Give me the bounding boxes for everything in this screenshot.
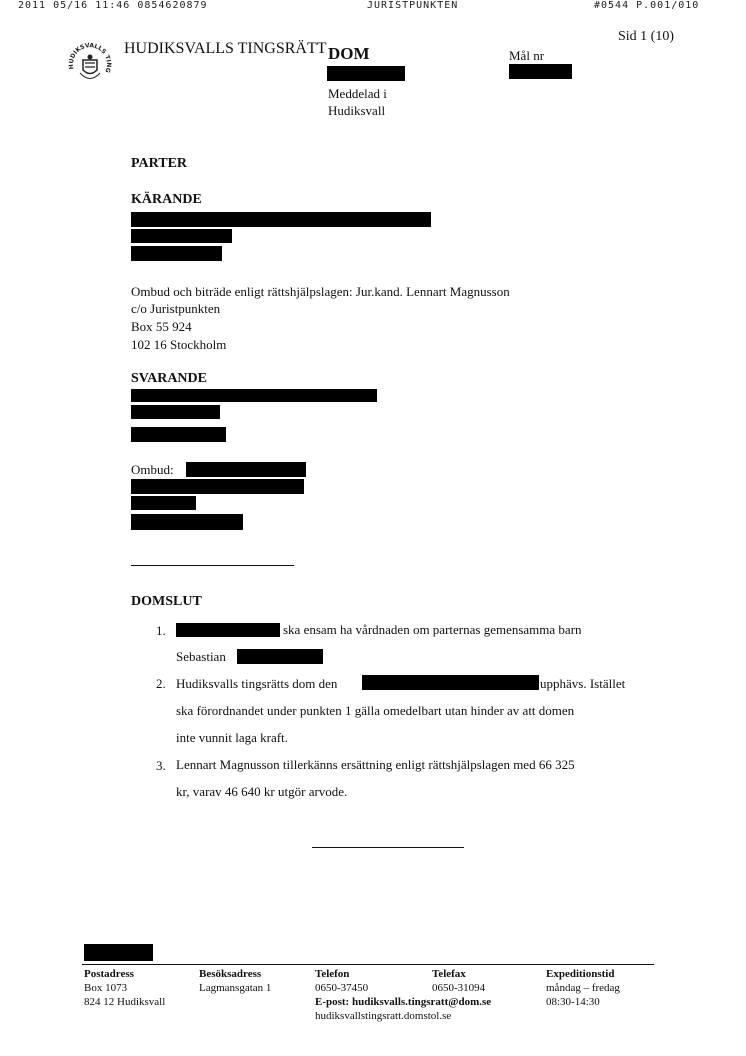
plaintiff-counsel-line-2: c/o Juristpunkten: [131, 301, 221, 316]
redaction-defendant-name: [131, 389, 377, 402]
redaction-defendant-counsel-box: [131, 496, 196, 510]
redaction-item-1-party: [176, 623, 280, 637]
judgment-item-1-line-1: ska ensam ha vårdnaden om parternas gemensamma barn: [283, 622, 582, 637]
footer-postadress-line-1: Box 1073: [84, 982, 128, 994]
seal-text: HUDIKSVALLS TING: [67, 42, 113, 74]
footer-telefon-label: Telefon: [315, 968, 350, 980]
court-seal-logo: [66, 40, 114, 88]
fax-sender: JURISTPUNKTEN: [367, 0, 459, 11]
judgment-heading: DOMSLUT: [131, 594, 202, 609]
court-name: HUDIKSVALLS TINGSRÄTT: [124, 40, 327, 57]
fax-page-ref: #0544 P.001/010: [594, 0, 700, 11]
judgment-item-2-line-2: ska förordnandet under punkten 1 gälla omedelbart utan hinder av att domen: [176, 703, 575, 718]
meddelad-line-2: Hudiksvall: [328, 103, 386, 118]
footer-postadress-label: Postadress: [84, 968, 134, 980]
judgment-item-1-number: 1.: [156, 623, 166, 638]
page-indicator: Sid 1 (10): [618, 29, 674, 44]
footer-telefax-label: Telefax: [432, 968, 466, 980]
judgment-item-3-number: 3.: [156, 758, 166, 773]
defendant-heading: SVARANDE: [131, 371, 207, 386]
footer-postadress-line-2: 824 12 Hudiksvall: [84, 996, 166, 1008]
plaintiff-counsel-line-3: Box 55 924: [131, 319, 192, 334]
case-number-label: Mål nr: [509, 48, 545, 63]
fax-datetime: 2011 05/16 11:46 0854620879: [18, 0, 208, 11]
judgment-item-2-line-3: inte vunnit laga kraft.: [176, 730, 288, 745]
judgment-item-3-line-2: kr, varav 46 640 kr utgör arvode.: [176, 784, 348, 799]
judgment-item-1-line-2: Sebastian: [176, 649, 226, 664]
footer-expeditionstid-line-2: 08:30-14:30: [546, 996, 600, 1008]
parties-heading: PARTER: [131, 156, 188, 171]
redaction-defendant-city: [131, 427, 226, 442]
section-divider: [131, 565, 294, 566]
redaction-plaintiff-name: [131, 212, 431, 227]
document-type: DOM: [328, 44, 370, 63]
redaction-defendant-address: [131, 405, 220, 419]
judgment-item-2-line-1b: upphävs. Istället: [540, 676, 626, 691]
redaction-plaintiff-address: [131, 229, 232, 243]
redaction-case-number: [509, 64, 572, 79]
redaction-footer-stamp: [84, 944, 153, 961]
judgment-item-2-number: 2.: [156, 676, 166, 691]
footer-rule: [82, 964, 654, 965]
footer-besoksadress-line-1: Lagmansgatan 1: [199, 982, 272, 994]
judgment-item-2-line-1a: Hudiksvalls tingsrätts dom den: [176, 676, 338, 691]
footer-telefax-value: 0650-31094: [432, 982, 486, 994]
judgment-item-3-line-1: Lennart Magnusson tillerkänns ersättning enligt rättshjälpslagen med 66 325: [176, 757, 575, 772]
redaction-defendant-counsel-name: [186, 462, 306, 477]
redaction-date: [327, 66, 405, 81]
footer-website[interactable]: hudiksvallstingsratt.domstol.se: [315, 1010, 452, 1022]
redaction-item-2-date: [362, 675, 539, 690]
footer-expeditionstid-line-1: måndag – fredag: [546, 982, 620, 994]
end-divider: [312, 847, 464, 848]
redaction-item-1-child: [237, 649, 323, 664]
footer-email[interactable]: E-post: hudiksvalls.tingsratt@dom.se: [315, 996, 492, 1008]
plaintiff-counsel-line-4: 102 16 Stockholm: [131, 337, 227, 352]
redaction-defendant-counsel-city: [131, 514, 243, 530]
defendant-counsel-label: Ombud:: [131, 462, 174, 477]
plaintiff-counsel-line-1: Ombud och biträde enligt rättshjälpslagen: Jur.kand. Lennart Magnusson: [131, 284, 510, 299]
plaintiff-heading: KÄRANDE: [131, 192, 202, 207]
footer-besoksadress-label: Besöksadress: [199, 968, 262, 980]
redaction-plaintiff-city: [131, 246, 222, 261]
footer-telefon-value: 0650-37450: [315, 982, 369, 994]
redaction-defendant-counsel-firm: [131, 479, 304, 494]
meddelad-line-1: Meddelad i: [328, 86, 387, 101]
footer-expeditionstid-label: Expeditionstid: [546, 968, 615, 980]
